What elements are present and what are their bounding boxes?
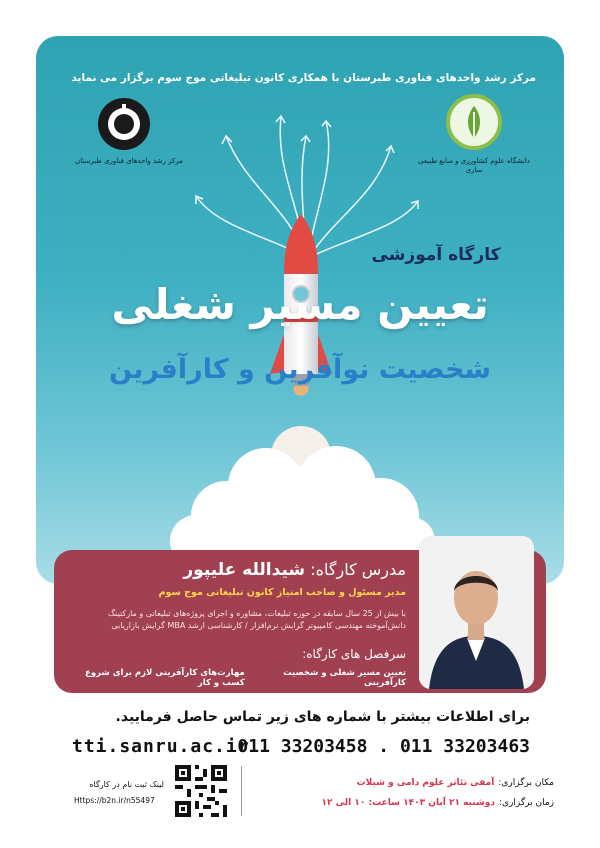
instructor-panel [54, 550, 546, 693]
workshop-subtitle: شخصیت نوآفرین و کارآفرین [109, 354, 491, 385]
time-label: زمان برگزاری: [498, 798, 554, 808]
university-logo-caption: دانشگاه علوم کشاورزی و منابع طبیعی ساری [418, 157, 530, 175]
instructor-prefix: مدرس کارگاه: [310, 560, 406, 579]
venue-value: آمفی تئاتر علوم دامی و شیلات [356, 778, 495, 788]
instructor-bio: با بیش از 25 سال سابقه در حوزه تبلیغات، مشاوره و اجرای پروژه‌های تبلیغاتی و مارکتینگ دانش‌آموخته مهندسی کامپیوتر گرایش نرم‌افزار / کارشناسی ارشد MBA گرایش بازاریابی [108, 609, 406, 631]
venue-line [357, 778, 554, 788]
workshop-title: تعیین مسیر شغلی [111, 280, 489, 329]
time-line [322, 798, 554, 808]
topics-title: سرفصل های کارگاه: [302, 647, 406, 661]
instructor-photo [419, 536, 534, 689]
instructor-name: شیدالله علیپور [183, 560, 306, 580]
contact-info-line: برای اطلاعات بیشتر با شماره های زیر تماس حاصل فرمایید. [115, 709, 530, 725]
topic-item: تعیین مسیر شغلی و شخصیت کارآفرینی [283, 668, 406, 688]
website-link[interactable]: tti.sanru.ac.ir [72, 736, 250, 757]
workshop-label: کارگاه آموزشی [371, 245, 501, 265]
organizer-line: مرکز رشد واحدهای فناوری طبرستان با همکاری کانون تبلیغاتی موج سوم برگزار می نماید [71, 72, 536, 84]
divider [241, 766, 242, 816]
phone-numbers: 011 33203458 . 011 33203463 [237, 736, 530, 757]
instructor-role: مدیر مسئول و صاحب امتیاز کانون تبلیغاتی موج سوم [158, 587, 406, 598]
topic-item: مهارت‌های کارآفرینی لازم برای شروع کسب و کار [85, 668, 245, 688]
poster-background [36, 36, 564, 584]
smoke-clouds-illustration [166, 416, 436, 566]
qr-label: لینک ثبت نام در کارگاه [89, 780, 164, 789]
registration-qr-code[interactable] [175, 765, 227, 817]
venue-label: مکان برگزاری: [498, 778, 554, 788]
topics-list [61, 668, 406, 688]
tti-logo-caption: مرکز رشد واحدهای فناوری طبرستان [75, 157, 183, 165]
instructor-name-line [183, 560, 406, 580]
registration-link[interactable]: Https://b2n.ir/n55497 [74, 796, 155, 805]
time-value: دوشنبه ۲۱ آبان ۱۴۰۳ ساعت: ۱۰ الی ۱۲ [321, 798, 495, 808]
